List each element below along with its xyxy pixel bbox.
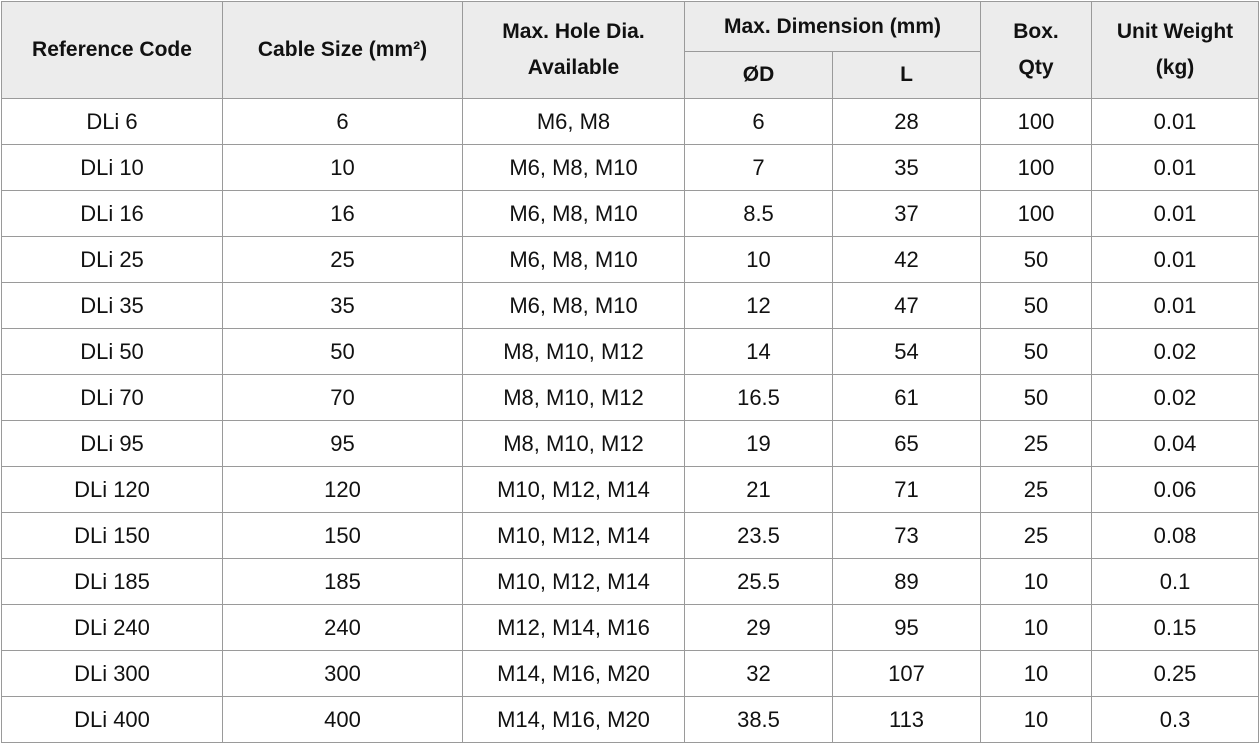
cell-unit-weight: 0.04 [1092,421,1259,467]
cell-box-qty: 50 [981,329,1092,375]
cell-unit-weight: 0.25 [1092,651,1259,697]
cell-max-hole-dia: M8, M10, M12 [463,375,685,421]
cell-l: 65 [833,421,981,467]
table-row [2,237,1259,283]
cell-l: 47 [833,283,981,329]
cell-l: 107 [833,651,981,697]
cell-unit-weight: 0.08 [1092,513,1259,559]
cell-cable-size: 10 [223,145,463,191]
cell-od: 23.5 [685,513,833,559]
cell-cable-size: 50 [223,329,463,375]
cell-cable-size: 150 [223,513,463,559]
cell-od: 7 [685,145,833,191]
cell-reference-code: DLi 50 [2,329,223,375]
header-od: ØD [685,52,833,99]
table-row [2,99,1259,145]
cell-reference-code: DLi 6 [2,99,223,145]
cell-max-hole-dia: M10, M12, M14 [463,559,685,605]
cell-reference-code: DLi 150 [2,513,223,559]
cell-box-qty: 50 [981,375,1092,421]
cell-l: 113 [833,697,981,743]
table-row [2,651,1259,697]
header-unit-weight: Unit Weight (kg) [1092,2,1259,99]
cell-unit-weight: 0.02 [1092,375,1259,421]
cell-max-hole-dia: M6, M8, M10 [463,283,685,329]
table-row [2,513,1259,559]
table-row [2,145,1259,191]
table-header [2,2,1259,99]
cell-box-qty: 10 [981,605,1092,651]
cell-l: 95 [833,605,981,651]
table-row [2,329,1259,375]
table-row [2,375,1259,421]
cell-max-hole-dia: M6, M8, M10 [463,237,685,283]
cell-unit-weight: 0.06 [1092,467,1259,513]
cell-max-hole-dia: M14, M16, M20 [463,697,685,743]
cell-reference-code: DLi 35 [2,283,223,329]
cell-box-qty: 50 [981,237,1092,283]
cell-l: 89 [833,559,981,605]
table-body [2,99,1259,743]
cell-unit-weight: 0.02 [1092,329,1259,375]
cell-box-qty: 10 [981,559,1092,605]
cell-l: 73 [833,513,981,559]
specification-table [1,1,1259,743]
cell-unit-weight: 0.01 [1092,191,1259,237]
cell-max-hole-dia: M14, M16, M20 [463,651,685,697]
cell-l: 28 [833,99,981,145]
cell-box-qty: 100 [981,145,1092,191]
cell-reference-code: DLi 25 [2,237,223,283]
cell-box-qty: 10 [981,651,1092,697]
cell-l: 61 [833,375,981,421]
cell-max-hole-dia: M12, M14, M16 [463,605,685,651]
cell-cable-size: 70 [223,375,463,421]
cell-box-qty: 25 [981,467,1092,513]
cell-l: 37 [833,191,981,237]
cell-reference-code: DLi 10 [2,145,223,191]
cell-cable-size: 6 [223,99,463,145]
cell-od: 12 [685,283,833,329]
cell-max-hole-dia: M6, M8, M10 [463,145,685,191]
cell-max-hole-dia: M8, M10, M12 [463,329,685,375]
cell-od: 8.5 [685,191,833,237]
cell-box-qty: 100 [981,99,1092,145]
cell-box-qty: 10 [981,697,1092,743]
cell-od: 19 [685,421,833,467]
cell-cable-size: 16 [223,191,463,237]
cell-unit-weight: 0.15 [1092,605,1259,651]
cell-cable-size: 25 [223,237,463,283]
cell-box-qty: 50 [981,283,1092,329]
cell-l: 71 [833,467,981,513]
cell-od: 6 [685,99,833,145]
cell-reference-code: DLi 70 [2,375,223,421]
cell-od: 10 [685,237,833,283]
cell-reference-code: DLi 240 [2,605,223,651]
cell-reference-code: DLi 400 [2,697,223,743]
cell-reference-code: DLi 16 [2,191,223,237]
cell-cable-size: 240 [223,605,463,651]
cell-cable-size: 95 [223,421,463,467]
cell-cable-size: 120 [223,467,463,513]
cell-od: 32 [685,651,833,697]
cell-box-qty: 25 [981,421,1092,467]
cell-box-qty: 25 [981,513,1092,559]
cell-max-hole-dia: M10, M12, M14 [463,513,685,559]
cell-reference-code: DLi 300 [2,651,223,697]
cell-cable-size: 400 [223,697,463,743]
header-l: L [833,52,981,99]
cell-max-hole-dia: M6, M8 [463,99,685,145]
header-box-qty: Box. Qty [981,2,1092,99]
header-reference-code: Reference Code [2,2,223,99]
cell-max-hole-dia: M6, M8, M10 [463,191,685,237]
cell-unit-weight: 0.01 [1092,283,1259,329]
cell-box-qty: 100 [981,191,1092,237]
cell-od: 14 [685,329,833,375]
cell-unit-weight: 0.1 [1092,559,1259,605]
table-row [2,283,1259,329]
table-row [2,559,1259,605]
cell-cable-size: 185 [223,559,463,605]
cell-reference-code: DLi 95 [2,421,223,467]
header-cable-size: Cable Size (mm²) [223,2,463,99]
cell-od: 29 [685,605,833,651]
cell-unit-weight: 0.3 [1092,697,1259,743]
header-max-dimension: Max. Dimension (mm) [685,2,981,52]
cell-reference-code: DLi 120 [2,467,223,513]
cell-l: 54 [833,329,981,375]
header-max-hole-dia: Max. Hole Dia. Available [463,2,685,99]
header-row [2,2,1259,52]
cell-unit-weight: 0.01 [1092,99,1259,145]
table-row [2,421,1259,467]
cell-unit-weight: 0.01 [1092,145,1259,191]
table-row [2,191,1259,237]
table-row [2,467,1259,513]
cell-od: 38.5 [685,697,833,743]
cell-cable-size: 300 [223,651,463,697]
cell-od: 16.5 [685,375,833,421]
cell-l: 35 [833,145,981,191]
cell-max-hole-dia: M8, M10, M12 [463,421,685,467]
cell-od: 25.5 [685,559,833,605]
table-row [2,605,1259,651]
cell-cable-size: 35 [223,283,463,329]
cell-max-hole-dia: M10, M12, M14 [463,467,685,513]
cell-od: 21 [685,467,833,513]
table-row [2,697,1259,743]
cell-l: 42 [833,237,981,283]
cell-reference-code: DLi 185 [2,559,223,605]
cell-unit-weight: 0.01 [1092,237,1259,283]
